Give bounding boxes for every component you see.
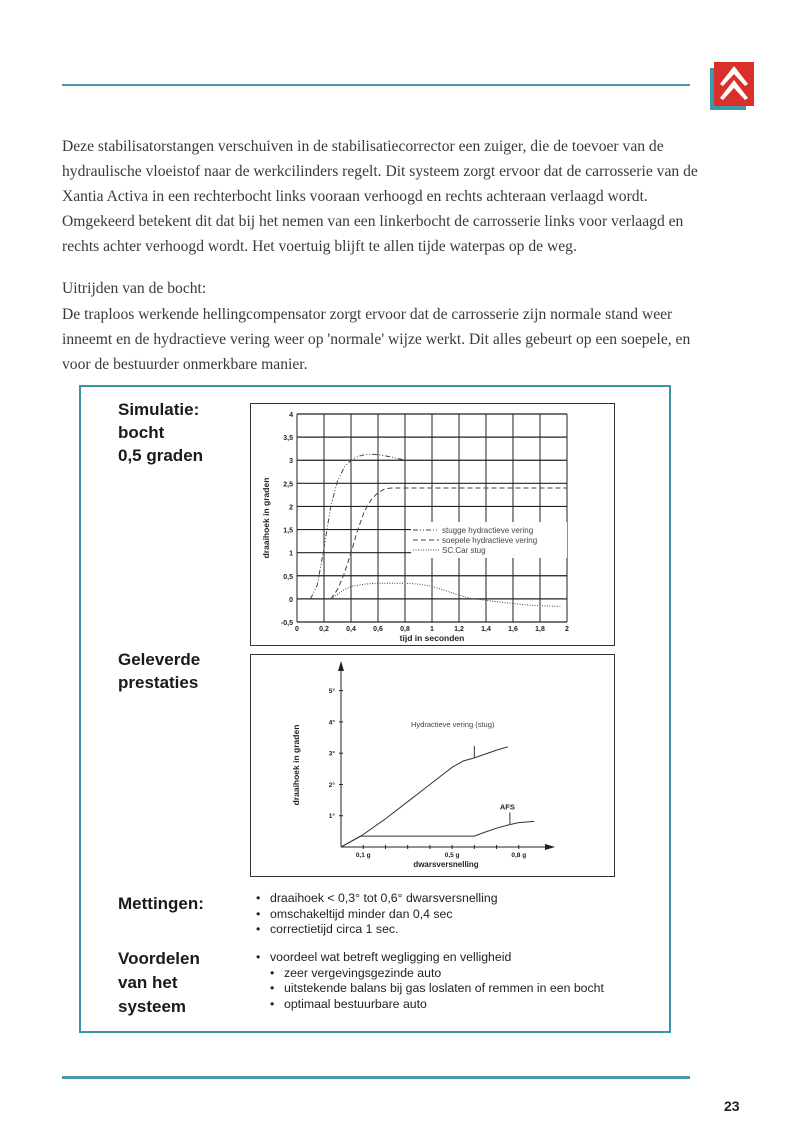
- x-tick-label: 0,6: [373, 626, 383, 633]
- label-line: 0,5 graden: [118, 446, 204, 465]
- x-tick-label: 0,2: [319, 626, 329, 633]
- label-measurements: Mettingen:: [118, 894, 204, 913]
- y-axis-label: draaihoek in graden: [261, 477, 271, 559]
- y-tick-label: 1,5: [283, 527, 293, 535]
- y-tick-label: 4: [289, 412, 293, 419]
- series-line-dotted: [331, 583, 561, 606]
- simulation-chart-svg: [251, 404, 616, 647]
- list-subitem: • zeer vergevingsgezinde auto: [254, 966, 604, 982]
- list-subitem: • optimaal bestuurbare auto: [254, 997, 604, 1013]
- x-axis-label: dwarsversnelling: [413, 860, 479, 869]
- footer-rule: [62, 1076, 690, 1079]
- y-tick-label: 3°: [328, 750, 335, 758]
- y-tick-label: 2,5: [283, 481, 293, 489]
- label-line: van het: [118, 973, 178, 992]
- x-tick-label: 1,6: [508, 626, 518, 633]
- x-axis-arrow-icon: [545, 844, 555, 850]
- y-tick-label: 1°: [328, 813, 335, 821]
- label-line: Voordelen: [118, 949, 200, 968]
- advantages-list: [254, 950, 604, 1012]
- y-tick-label: 0: [289, 596, 293, 604]
- list-item: • voordeel wat betreft wegligging en velligheid: [254, 950, 604, 966]
- performance-chart: [250, 654, 615, 877]
- y-tick-label: 5°: [328, 688, 335, 696]
- performance-chart-svg: [251, 655, 616, 878]
- y-axis-arrow-icon: [338, 661, 344, 671]
- label-line: bocht: [118, 423, 165, 442]
- x-tick-label: 1: [430, 626, 434, 633]
- label-line: Geleverde: [118, 650, 201, 669]
- series-line: [341, 747, 508, 847]
- series-line-dash-dot-dot: [311, 454, 406, 599]
- y-tick-label: -0,5: [280, 620, 293, 627]
- list-item: • correctietijd circa 1 sec.: [254, 922, 498, 938]
- y-tick-label: 2: [289, 504, 293, 512]
- label-performance: [118, 648, 200, 694]
- list-item: • draaihoek < 0,3° tot 0,6° dwarsversnelling: [254, 891, 498, 907]
- x-tick-label: 0,8: [400, 626, 410, 633]
- annotation-label: Hydractieve vering (stug): [411, 720, 495, 729]
- y-tick-label: 3,5: [283, 435, 293, 443]
- x-tick-label: 0: [295, 626, 299, 633]
- label-advantages: [118, 947, 200, 1019]
- series-line: [341, 821, 534, 847]
- chevron-icon: [714, 62, 754, 106]
- legend-label: SC.Car stug: [442, 546, 486, 555]
- label-line: systeem: [118, 997, 187, 1016]
- citroen-logo-icon: [714, 62, 754, 108]
- x-tick-label: 1,8: [535, 626, 545, 633]
- x-tick-label: 1,2: [454, 626, 464, 633]
- y-tick-label: 4°: [328, 719, 335, 727]
- x-tick-label: 0,8 g: [511, 852, 527, 859]
- y-tick-label: 2°: [328, 781, 335, 789]
- x-tick-label: 0,5 g: [444, 852, 460, 859]
- x-tick-label: 2: [565, 626, 569, 633]
- simulation-chart: [250, 403, 615, 646]
- header-rule: [62, 84, 690, 86]
- y-tick-label: 0,5: [283, 573, 293, 581]
- x-axis-label: tijd in seconden: [399, 633, 465, 643]
- label-simulation: [118, 398, 203, 467]
- paragraph-stabilizer: Deze stabilisatorstangen verschuiven in de stabilisatiecorrector een zuiger, die de toevoer van de hydraulische vloeistof naar de werkcilinders regelt. Dit systeem zorgt ervoor dat de carrosserie van de Xantia Activa in een rechterbocht links vooraan verhoogd en rechts achteraan verlaagd wordt. Omgekeerd betekent dit dat bij het nemen van een linkerbocht de carrosserie links voor verlaagd en rechts achter verhoogd wordt. Het voertuig blijft te allen tijde waterpas op de weg.: [62, 138, 698, 255]
- legend-label: stugge hydractieve vering: [442, 526, 534, 535]
- annotation-label: AFS: [499, 802, 515, 812]
- y-tick-label: 3: [289, 458, 293, 466]
- y-axis-label: draaihoek in graden: [291, 724, 301, 806]
- label-line: Simulatie:: [118, 400, 200, 419]
- page-number: 23: [724, 1098, 740, 1114]
- x-tick-label: 0,4: [346, 626, 356, 633]
- y-tick-label: 1: [289, 550, 293, 558]
- legend-label: soepele hydractieve vering: [442, 536, 538, 545]
- label-line: prestaties: [118, 673, 199, 692]
- section-heading: Uitrijden van de bocht:: [62, 280, 207, 297]
- x-tick-label: 0,1 g: [355, 852, 371, 859]
- x-tick-label: 1,4: [481, 626, 491, 633]
- paragraph-exit-curve: De traploos werkende hellingcompensator zorgt ervoor dat de carrosserie zijn normale stand weer inneemt en de hydractieve vering weer op 'normale' wijze werkt. Dit alles gebeurt op een soepele, en voor de bestuurder onmerkbare manier.: [62, 306, 691, 373]
- measurements-list: [254, 891, 498, 938]
- list-item: • omschakeltijd minder dan 0,4 sec: [254, 907, 498, 923]
- list-subitem: • uitstekende balans bij gas loslaten of remmen in een bocht: [254, 981, 604, 997]
